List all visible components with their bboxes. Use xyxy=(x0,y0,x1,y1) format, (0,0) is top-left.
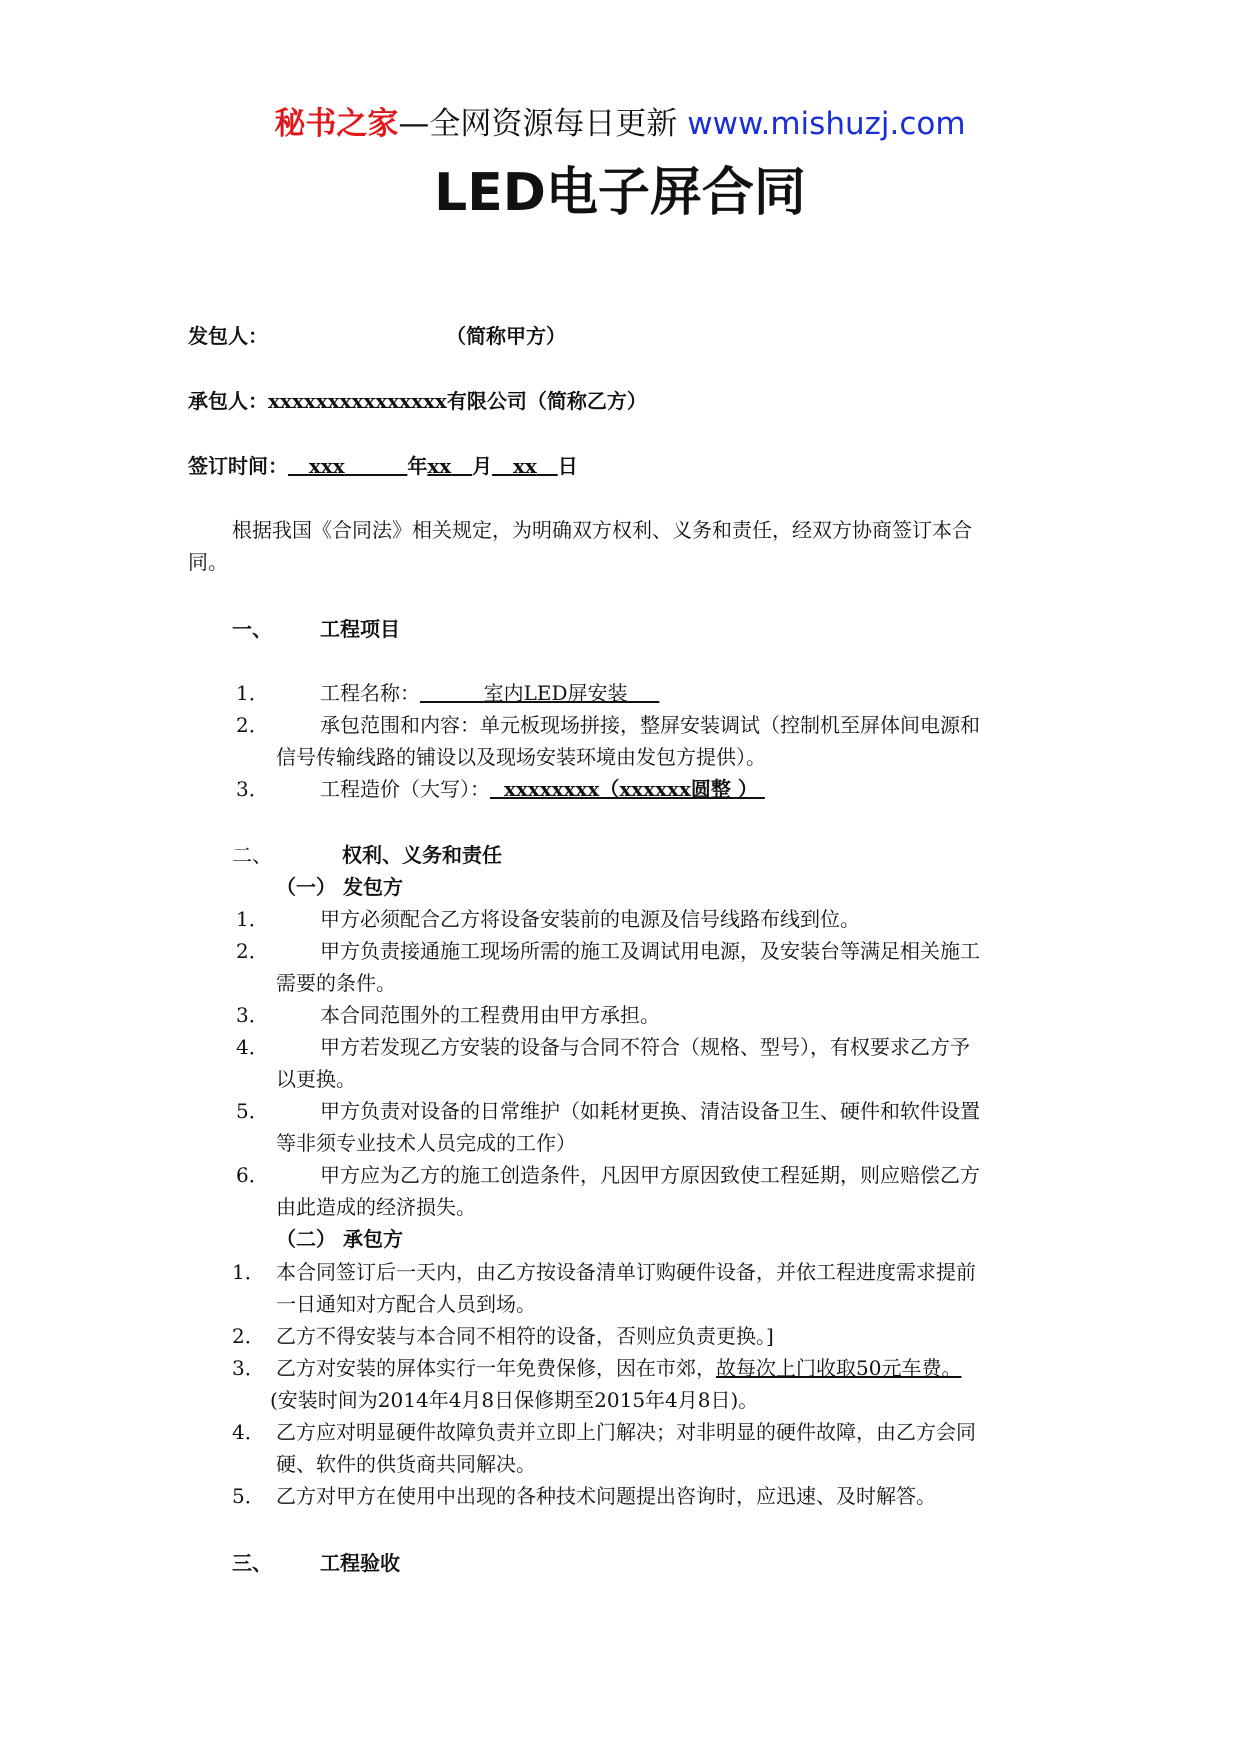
s2a-item-2-line-2: 需要的条件。 xyxy=(276,971,396,995)
s2a-item-1-number: 1． xyxy=(236,907,269,931)
s2a-item-3-number: 3． xyxy=(236,1003,269,1027)
intro-line-1: 根据我国《合同法》相关规定，为明确双方权利、义务和责任，经双方协商签订本合 xyxy=(232,518,972,542)
banner-url[interactable]: www.mishuzj.com xyxy=(687,106,966,142)
s2b-item-1-line-1: 本合同签订后一天内，由乙方按设备清单订购硬件设备，并依工程进度需求提前 xyxy=(276,1260,976,1284)
s2b-item-1-number: 1． xyxy=(232,1260,265,1284)
section-2-sub-1: （一） 发包方 xyxy=(276,875,403,899)
s2a-item-2-line-1: 甲方负责接通施工现场所需的施工及调试用电源，及安装台等满足相关施工 xyxy=(320,939,980,963)
section-3-number: 三、 xyxy=(232,1551,272,1575)
section-3-title: 工程验收 xyxy=(320,1551,400,1575)
s2b-item-2-number: 2． xyxy=(232,1324,265,1348)
signing-day-value: xx xyxy=(512,454,537,478)
service-fee-text: 故每次上门收取50元车费。 xyxy=(716,1356,962,1380)
section-2-title: 权利、义务和责任 xyxy=(342,843,502,867)
signing-year-value: xxx xyxy=(308,454,345,478)
party-a-line xyxy=(188,322,566,350)
s2a-item-4-line-2: 以更换。 xyxy=(276,1067,356,1091)
s2b-item-2-line-1: 乙方不得安装与本合同不相符的设备，否则应负责更换。] xyxy=(276,1324,774,1348)
party-a-note: （简称甲方） xyxy=(446,324,566,348)
section-2-sub-2: （二） 承包方 xyxy=(276,1227,403,1251)
s1-item-2-number: 2． xyxy=(236,713,269,737)
s2a-item-1-line-1: 甲方必须配合乙方将设备安装前的电源及信号线路布线到位。 xyxy=(320,907,860,931)
warranty-text: 乙方对安装的屏体实行一年免费保修，因在市郊， xyxy=(276,1356,716,1380)
s1-item-2-line-2: 信号传输线路的铺设以及现场安装环境由发包方提供）。 xyxy=(276,745,766,769)
s2a-item-2-number: 2． xyxy=(236,939,269,963)
s2b-item-4-line-2: 硬、软件的供货商共同解决。 xyxy=(276,1452,536,1476)
signing-date-line xyxy=(188,452,578,480)
signing-year-label: 年 xyxy=(407,454,428,478)
project-cost-value: xxxxxxxx（xxxxxx圆整 ） xyxy=(503,777,758,801)
signing-day-label: 日 xyxy=(557,454,578,478)
party-a-label: 发包人： xyxy=(188,324,268,348)
s2b-item-3-number: 3． xyxy=(232,1356,265,1380)
intro-line-2: 同。 xyxy=(188,550,228,574)
s2b-item-5-line-1: 乙方对甲方在使用中出现的各种技术问题提出咨询时，应迅速、及时解答。 xyxy=(276,1484,936,1508)
banner-tagline: —全网资源每日更新 xyxy=(398,106,688,142)
document-title: LED电子屏合同 xyxy=(434,163,806,223)
s2b-item-4-number: 4． xyxy=(232,1420,265,1444)
s2a-item-6-line-1: 甲方应为乙方的施工创造条件，凡因甲方原因致使工程延期，则应赔偿乙方 xyxy=(320,1163,980,1187)
s2b-item-1-line-2: 一日通知对方配合人员到场。 xyxy=(276,1292,536,1316)
s1-item-3-number: 3． xyxy=(236,777,269,801)
section-1-title: 工程项目 xyxy=(320,617,400,641)
party-b-text: xxxxxxxxxxxxxxx有限公司（简称乙方） xyxy=(268,389,647,413)
s2a-item-4-number: 4． xyxy=(236,1035,269,1059)
s2a-item-5-line-2: 等非须专业技术人员完成的工作） xyxy=(276,1131,576,1155)
s2a-item-5-number: 5． xyxy=(236,1099,269,1123)
s2b-item-5-number: 5． xyxy=(232,1484,265,1508)
project-cost-label: 工程造价（大写）： xyxy=(320,777,490,801)
s1-item-1 xyxy=(320,679,659,707)
signing-label: 签订时间： xyxy=(188,454,288,478)
project-name-label: 工程名称： xyxy=(320,681,420,705)
party-b-label: 承包人： xyxy=(188,389,268,413)
s2b-item-4-line-1: 乙方应对明显硬件故障负责并立即上门解决；对非明显的硬件故障，由乙方会同 xyxy=(276,1420,976,1444)
signing-month-label: 月 xyxy=(472,454,493,478)
signing-month-value: xx xyxy=(427,454,452,478)
banner-brand: 秘书之家 xyxy=(274,106,399,142)
site-banner xyxy=(0,104,1240,144)
party-b-line xyxy=(188,387,647,415)
s1-item-3 xyxy=(320,775,765,803)
s2b-item-3-line-2: (安装时间为2014年4月8日保修期至2015年4月8日)。 xyxy=(270,1388,759,1412)
s1-item-2-line-1: 承包范围和内容：单元板现场拼接，整屏安装调试（控制机至屏体间电源和 xyxy=(320,713,980,737)
s2b-item-3-line-1 xyxy=(276,1354,961,1382)
s2a-item-3-line-1: 本合同范围外的工程费用由甲方承担。 xyxy=(320,1003,660,1027)
s1-item-1-number: 1． xyxy=(236,681,269,705)
project-name-value: 室内LED屏安装 xyxy=(483,681,628,705)
s2a-item-6-number: 6． xyxy=(236,1163,269,1187)
s2a-item-6-line-2: 由此造成的经济损失。 xyxy=(276,1195,476,1219)
s2a-item-4-line-1: 甲方若发现乙方安装的设备与合同不符合（规格、型号），有权要求乙方予 xyxy=(320,1035,970,1059)
s2a-item-5-line-1: 甲方负责对设备的日常维护（如耗材更换、清洁设备卫生、硬件和软件设置 xyxy=(320,1099,980,1123)
section-1-number: 一、 xyxy=(232,617,272,641)
section-2-number: 二、 xyxy=(232,843,272,867)
